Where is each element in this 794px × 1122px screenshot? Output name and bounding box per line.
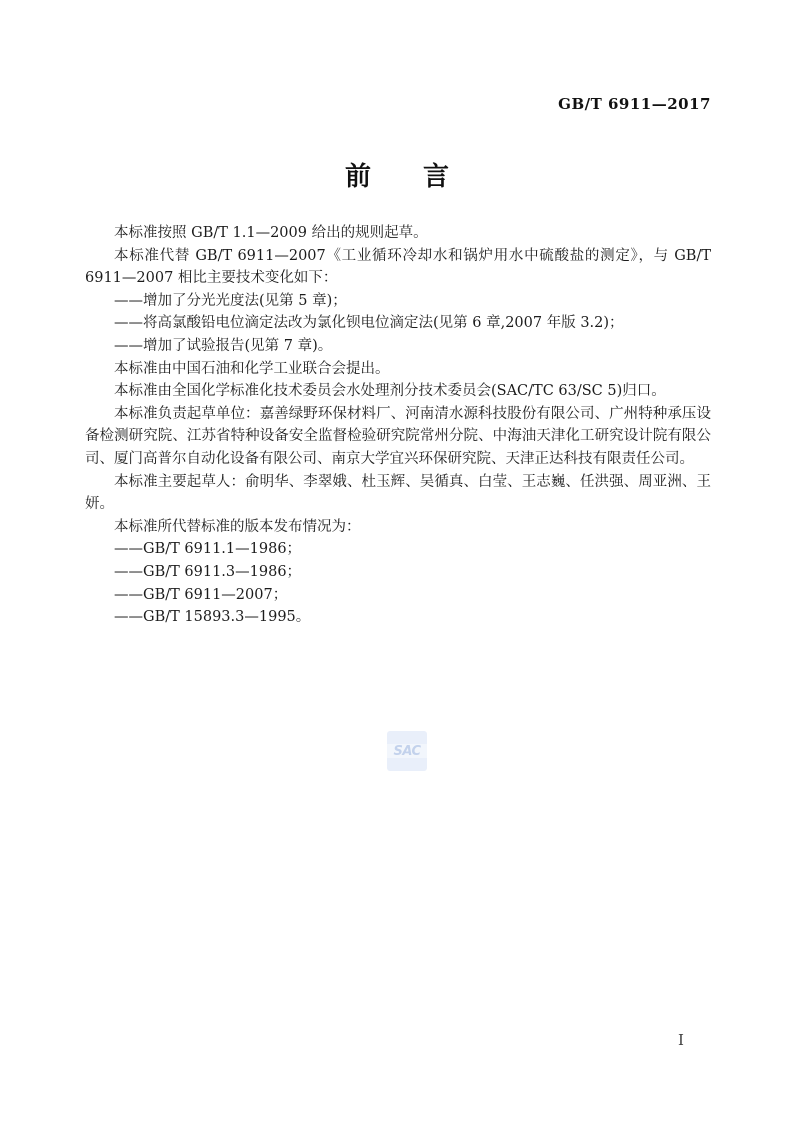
standard-code-header: GB/T 6911—2017 xyxy=(558,95,711,113)
foreword-change-item: ——将高氯酸铅电位滴定法改为氯化钡电位滴定法(见第 6 章,2007 年版 3.2)； xyxy=(114,315,624,332)
foreword-change-item: ——增加了分光光度法(见第 5 章)； xyxy=(114,292,347,309)
sac-watermark-logo xyxy=(387,731,427,771)
foreword-history-item: ——GB/T 6911.3—1986； xyxy=(114,563,302,580)
foreword-paragraph: 本标准负责起草单位：嘉善绿野环保材料厂、河南清水源科技股份有限公司、广州特种承压设备检测研究院、江苏省特种设备安全监督检验研究院常州分院、中海油天津化工研究设计院有限公司、厦门高普尔自动化设备有限公司、南京大学宜兴环保研究院、天津正达科技有限责任公司。 xyxy=(85,405,711,467)
foreword-paragraph: 本标准按照 GB/T 1.1—2009 给出的规则起草。 xyxy=(114,225,428,241)
foreword-body xyxy=(85,222,711,629)
foreword-paragraph: 本标准由中国石油和化学工业联合会提出。 xyxy=(114,360,390,377)
foreword-history-item: ——GB/T 6911—2007； xyxy=(114,586,288,603)
foreword-history-item: ——GB/T 6911.1—1986； xyxy=(114,541,302,558)
foreword-paragraph: 本标准代替 GB/T 6911—2007《工业循环冷却水和锅炉用水中硫酸盐的测定》，与 GB/T 6911—2007 相比主要技术变化如下： xyxy=(85,247,711,287)
foreword-paragraph: 本标准所代替标准的版本发布情况为： xyxy=(114,518,361,535)
foreword-change-item: ——增加了试验报告(见第 7 章)。 xyxy=(114,337,333,354)
foreword-history-item: ——GB/T 15893.3—1995。 xyxy=(114,609,311,626)
foreword-paragraph: 本标准主要起草人：俞明华、李翠娥、杜玉辉、吴循真、白莹、王志巍、任洪强、周亚洲、王妍。 xyxy=(85,473,711,513)
page-number: I xyxy=(678,1031,685,1049)
page-title: 前 言 xyxy=(344,162,449,192)
foreword-paragraph: 本标准由全国化学标准化技术委员会水处理剂分技术委员会(SAC/TC 63/SC 5)归口。 xyxy=(114,383,666,400)
sac-watermark-label: SAC xyxy=(393,743,421,759)
